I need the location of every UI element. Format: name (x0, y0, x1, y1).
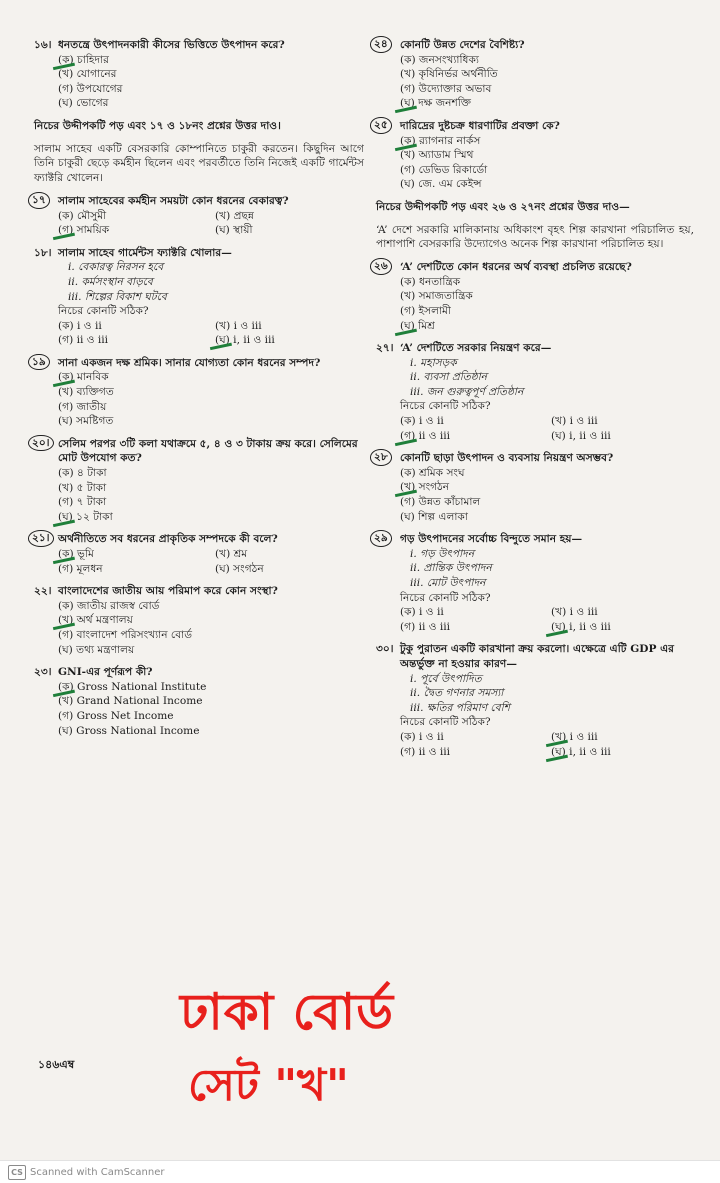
which-correct-prompt: নিচের কোনটি সঠিক? (400, 716, 491, 729)
question-text: ধনতন্ত্রে উৎপাদনকারী কীসের ভিত্তিতে উৎপাদন করে? (58, 39, 285, 51)
option: (খ) ব্যক্তিগত (58, 386, 114, 399)
option: (খ) অ্যাডাম স্মিথ (400, 149, 474, 162)
question-17 (34, 194, 364, 238)
option-correct: (ক) ভূমি (58, 547, 207, 562)
option: (খ) প্রছন্ন (215, 209, 254, 222)
option: (ক) মৌসুমী (58, 209, 107, 222)
option: (খ) শ্রম (215, 548, 248, 561)
option-correct: (ঘ) i, ii ও iii (551, 745, 694, 760)
left-column (34, 38, 364, 746)
question-text: GNI-এর পূর্ণরূপ কী? (58, 666, 153, 679)
option: (খ) যোগানের (58, 68, 117, 81)
question-text: সালাম সাহেব গার্মেন্টস ফ্যাক্টরি খোলার— (58, 246, 232, 259)
scanner-footer (0, 1160, 720, 1183)
question-text: ‘A’ দেশটিতে কোন ধরনের অর্থ ব্যবস্থা প্রচলিত রয়েছে? (400, 261, 632, 274)
option-correct: (ঘ) i, ii ও iii (215, 333, 364, 348)
stimulus-passage: সালাম সাহেব একটি বেসরকারি কোম্পানিতে চাকুরী করতেন। কিছুদিন আগে তিনি চাকুরী ছেড়ে কর্মহীন ছিলেন এবং পরবর্তীতে তিনি নিজেই একটি গার্মেন্টস ফ্যাক্টরি খোলেন। (34, 142, 364, 185)
option-correct: (ঘ) মিশ্র (400, 319, 694, 334)
question-number: ৩০। (376, 643, 394, 656)
option: (গ) জাতীয় (58, 400, 107, 413)
option-correct: (খ) সংগঠন (400, 480, 694, 495)
which-correct-prompt: নিচের কোনটি সঠিক? (58, 305, 149, 318)
board-title: ঢাকা বোর্ড (180, 983, 395, 1041)
statement: iii. ক্ষতির পরিমাণ বেশি (410, 701, 510, 714)
option: (গ) ii ও iii (58, 334, 109, 347)
question-number: ২০। (28, 435, 54, 452)
option: (গ) বাংলাদেশ পরিসংখ্যান বোর্ড (58, 628, 192, 641)
option: (গ) উপযোগের (58, 82, 123, 95)
option: (গ) ii ও iii (400, 620, 451, 633)
option: (ঘ) i, ii ও iii (551, 429, 611, 442)
option: (খ) i ও iii (215, 319, 262, 332)
question-24 (376, 38, 694, 111)
question-number: ১৬। (34, 39, 52, 51)
option: (ক) i ও ii (400, 730, 444, 743)
option: (গ) ইসলামী (400, 304, 451, 317)
question-19 (34, 356, 364, 429)
statement: i. পূর্বে উৎপাদিত (410, 672, 482, 685)
camscanner-logo-icon: CS (8, 1165, 26, 1180)
option-correct: (ক) চাহিদার (58, 53, 364, 68)
option: (গ) উদ্যোক্তার অভাব (400, 82, 492, 95)
option: (খ) ৫ টাকা (58, 481, 107, 494)
option: (খ) সমাজতান্ত্রিক (400, 290, 473, 303)
set-title: সেট "খ" (188, 1060, 349, 1111)
option: (ক) ৪ টাকা (58, 467, 107, 480)
statement: ii. ব্যবসা প্রতিষ্ঠান (410, 371, 487, 384)
statement: ii. প্রান্তিক উৎপাদন (410, 562, 492, 575)
option: (গ) ডেভিড রিকার্ডো (400, 163, 488, 176)
question-29 (376, 532, 694, 634)
stimulus-instruction: নিচের উদ্দীপকটি পড় এবং ১৭ ও ১৮নং প্রশ্নের উত্তর দাও। (34, 119, 281, 132)
option-correct: (ক) মানবিক (58, 370, 364, 385)
option-correct: (ঘ) ১২ টাকা (58, 510, 364, 525)
question-23 (34, 665, 364, 738)
question-text: গড় উৎপাদনের সর্বোচ্চ বিন্দুতে সমান হয়— (400, 533, 583, 546)
question-number: ২৮ (370, 449, 392, 466)
statement: i. মহাসড়ক (410, 356, 457, 369)
option: (ক) ধনতান্ত্রিক (400, 275, 461, 288)
option: (খ) Grand National Income (58, 695, 203, 708)
option: (গ) Gross Net Income (58, 709, 174, 722)
option: (গ) মূলধন (58, 562, 103, 575)
question-text: সানা একজন দক্ষ শ্রমিক। সানার যোগ্যতা কোন ধরনের সম্পদ? (58, 356, 321, 369)
question-number: ২৭। (376, 342, 394, 355)
question-text: কোনটি ছাড়া উৎপাদন ও ব্যবসায় নিয়ন্ত্রণ অসম্ভব? (400, 452, 614, 465)
statement: i. বেকারত্ব নিরসন হবে (68, 261, 164, 274)
question-text: টুকু পুরাতন একটি কারখানা ক্রয় করলো। এক্ষেত্রে এটি GDP এর অন্তর্ভুক্ত না হওয়ার কারণ— (400, 643, 674, 670)
statement: iii. জন গুরুত্বপূর্ণ প্রতিষ্ঠান (410, 385, 524, 398)
option: (ক) i ও ii (400, 415, 444, 428)
question-text: বাংলাদেশের জাতীয় আয় পরিমাপ করে কোন সংস্থা? (58, 585, 278, 598)
option: (ক) জনসংখ্যাধিক্য (400, 53, 479, 66)
option: (গ) ii ও iii (400, 745, 451, 758)
option-correct: (গ) সাময়িক (58, 223, 207, 238)
option: (ঘ) জে. এম কেইন্স (400, 178, 482, 191)
option: (ঘ) স্থায়ী (215, 224, 253, 237)
question-20 (34, 437, 364, 525)
option: (গ) ৭ টাকা (58, 496, 107, 509)
option-correct: (ক) Gross National Institute (58, 680, 364, 695)
option-correct: (ক) র‍্যাগনার নার্কস (400, 134, 694, 149)
option: (ঘ) Gross National Income (58, 724, 200, 737)
question-22 (34, 584, 364, 657)
question-number: ২৯ (370, 530, 392, 547)
question-27 (376, 341, 694, 443)
which-correct-prompt: নিচের কোনটি সঠিক? (400, 400, 491, 413)
question-number: ১৮। (34, 246, 52, 259)
question-16 (34, 38, 364, 111)
statement: ii. দ্বৈত গণনার সমস্যা (410, 687, 504, 700)
question-18 (34, 246, 364, 348)
scanner-text: Scanned with CamScanner (30, 1167, 165, 1178)
question-text: দারিদ্রের দুষ্টচক্র ধারণাটির প্রবক্তা কে? (400, 119, 560, 132)
option: (ঘ) সংগঠন (215, 562, 264, 575)
statement: i. গড় উৎপাদন (410, 547, 475, 560)
question-21 (34, 532, 364, 576)
option: (গ) উন্নত কাঁচামাল (400, 496, 481, 509)
statement: ii. কর্মসংস্থান বাড়বে (68, 275, 153, 288)
option: (ক) জাতীয় রাজস্ব বোর্ড (58, 599, 160, 612)
question-text: সেলিম পরপর ৩টি কলা যথাক্রমে ৫, ৪ ও ৩ টাকায় ক্রয় করে। সেলিমের মোট উপযোগ কত? (58, 437, 358, 465)
question-number: ২৫ (370, 117, 392, 134)
question-number: ২৩। (34, 666, 52, 679)
stimulus-passage: ‘A’ দেশে সরকারি মালিকানায় অধিকাংশ বৃহৎ শিল্প কারখানা পরিচালিত হয়, পাশাপাশি বেসরকারি উদ্যোগেও অনেক শিল্প কারখানা পরিচালিত হয়। (376, 223, 694, 251)
statement: iii. মোট উৎপাদন (410, 577, 486, 589)
question-number: ২২। (34, 585, 52, 598)
which-correct-prompt: নিচের কোনটি সঠিক? (400, 591, 491, 604)
question-28 (376, 451, 694, 524)
question-number: ২১। (28, 530, 54, 547)
stimulus-instruction: নিচের উদ্দীপকটি পড় এবং ২৬ ও ২৭নং প্রশ্নের উত্তর দাও— (376, 200, 630, 213)
option-correct: (খ) i ও iii (551, 730, 694, 745)
option: (খ) i ও iii (551, 415, 598, 428)
option-correct: (খ) অর্থ মন্ত্রণালয় (58, 613, 364, 628)
question-26 (376, 260, 694, 333)
question-text: কোনটি উন্নত দেশের বৈশিষ্ট্য? (400, 39, 525, 51)
option: (ঘ) তথ্য মন্ত্রণালয় (58, 643, 135, 656)
scanner-watermark (8, 1165, 165, 1180)
question-number: ২৪ (370, 36, 392, 53)
page-number: ১৪৬এম্ব (38, 1058, 75, 1071)
option-correct: (ঘ) দক্ষ জনশক্তি (400, 96, 694, 111)
question-number: ১৭ (28, 192, 50, 209)
option: (ঘ) সমষ্টিগত (58, 415, 114, 428)
question-number: ২৬ (370, 258, 392, 275)
option: (ক) i ও ii (58, 319, 102, 332)
option: (ঘ) শিল্প এলাকা (400, 510, 468, 523)
right-column (376, 38, 694, 767)
option: (খ) কৃষিনির্ভর অর্থনীতি (400, 68, 498, 81)
question-text: অর্থনীতিতে সব ধরনের প্রাকৃতিক সম্পদকে কী বলে? (58, 533, 278, 546)
question-text: ‘A’ দেশটিতে সরকার নিয়ন্ত্রণ করে— (400, 342, 552, 355)
statement: iii. শিল্পের বিকাশ ঘটবে (68, 290, 167, 303)
option-correct: (গ) ii ও iii (400, 429, 543, 444)
option: (ক) i ও ii (400, 606, 444, 619)
option-correct: (ঘ) i, ii ও iii (551, 620, 694, 635)
question-25 (376, 119, 694, 192)
option: (ক) শ্রমিক সংঘ (400, 466, 465, 479)
option: (ঘ) ভোগের (58, 97, 109, 110)
question-text: সালাম সাহেবের কর্মহীন সময়টা কোন ধরনের বেকারত্ব? (58, 194, 289, 207)
option: (খ) i ও iii (551, 606, 598, 619)
question-30 (376, 642, 694, 759)
question-number: ১৯ (28, 354, 50, 371)
